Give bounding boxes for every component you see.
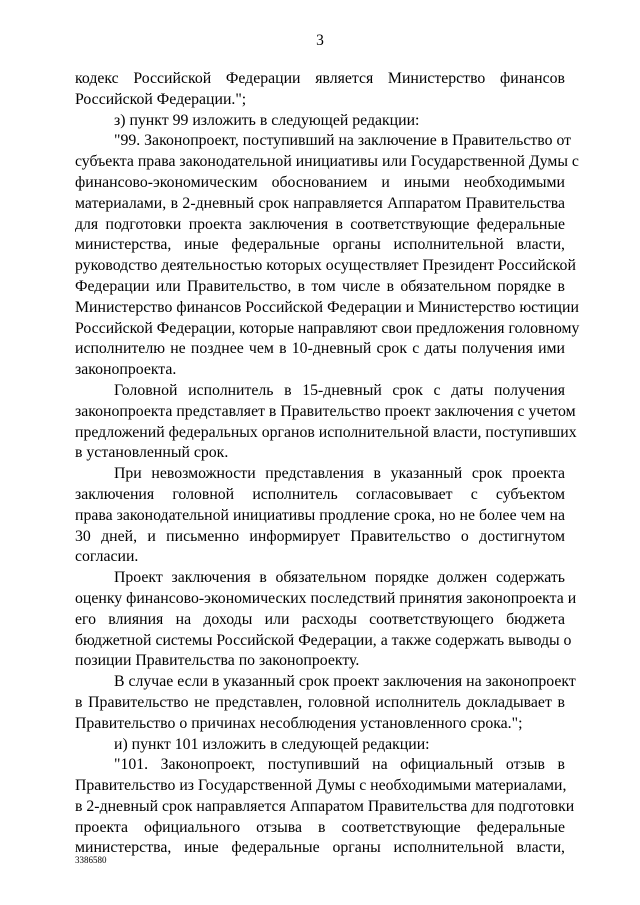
text-line: для подготовки проекта заключения в соответствующие федеральные [75,215,565,233]
text-line: в 2-дневный срок направляется Аппаратом Правительства для подготовки [75,797,575,815]
text-line: В случае если в указанный срок проект заключения на законопроект [114,673,576,691]
text-line: оценку финансово-экономических последствий принятия законопроекта и [75,589,577,607]
text-line: Министерство финансов Российской Федерации и Министерство юстиции [75,298,579,316]
text-line: Правительство о причинах несоблюдения установленного срока."; [75,714,523,732]
text-line: министерства, иные федеральные органы исполнительной власти, [75,839,565,857]
text-line: з) пункт 99 изложить в следующей редакции: [114,111,420,129]
text-line: 30 дней, и письменно информирует Правительство о достигнутом [75,527,565,545]
text-line: бюджетной системы Российской Федерации, а также содержать выводы о [75,631,572,649]
text-line: "101. Законопроект, поступивший на официальный отзыв в [114,756,565,774]
text-line: позиции Правительства по законопроекту. [75,652,360,670]
text-line: Правительство из Государственной Думы с необходимыми материалами, [75,777,567,795]
page-number: 3 [316,32,324,49]
text-line: законопроекта. [75,361,177,379]
text-line: проекта официального отзыва в соответствующие федеральные [75,818,565,836]
text-line: предложений федеральных органов исполнительной власти, поступивших [75,423,577,441]
document-id: 3386580 [75,855,107,865]
text-line: в Правительство не представлен, головной исполнитель докладывает в [75,693,565,711]
text-line: Проект заключения в обязательном порядке должен содержать [114,569,565,587]
document-body [75,69,580,859]
text-line: Российской Федерации, которые направляют свои предложения головному [75,319,580,337]
text-line: согласии. [75,548,139,566]
text-line: и) пункт 101 изложить в следующей редакции: [114,735,430,753]
text-line: субъекта права законодательной инициативы или Государственной Думы с [75,153,579,171]
text-line: Российской Федерации."; [75,90,247,108]
text-line: Головной исполнитель в 15-дневный срок с даты получения [114,381,565,399]
text-line: законопроекта представляет в Правительство проект заключения с учетом [75,402,576,420]
text-line: права законодательной инициативы продление срока, но не более чем на [75,506,565,524]
text-line: материалами, в 2-дневный срок направляется Аппаратом Правительства [75,194,565,212]
text-line: в установленный срок. [75,444,229,462]
text-line: его влияния на доходы или расходы соответствующего бюджета [75,610,565,628]
text-line: При невозможности представления в указанный срок проекта [114,465,565,483]
text-line: Федерации или Правительство, в том числе в обязательном порядке в [75,277,565,295]
text-line: исполнителю не позднее чем в 10-дневный срок с даты получения ими [75,340,565,358]
text-line: финансово-экономическим обоснованием и иными необходимыми [75,173,565,191]
text-line: руководство деятельностью которых осуществляет Президент Российской [75,257,576,275]
text-line: кодекс Российской Федерации является Министерство финансов [75,70,565,87]
text-line: министерства, иные федеральные органы исполнительной власти, [75,236,565,254]
text-line: "99. Законопроект, поступивший на заключение в Правительство от [114,132,572,150]
text-line: заключения головной исполнитель согласовывает с субъектом [75,485,565,503]
